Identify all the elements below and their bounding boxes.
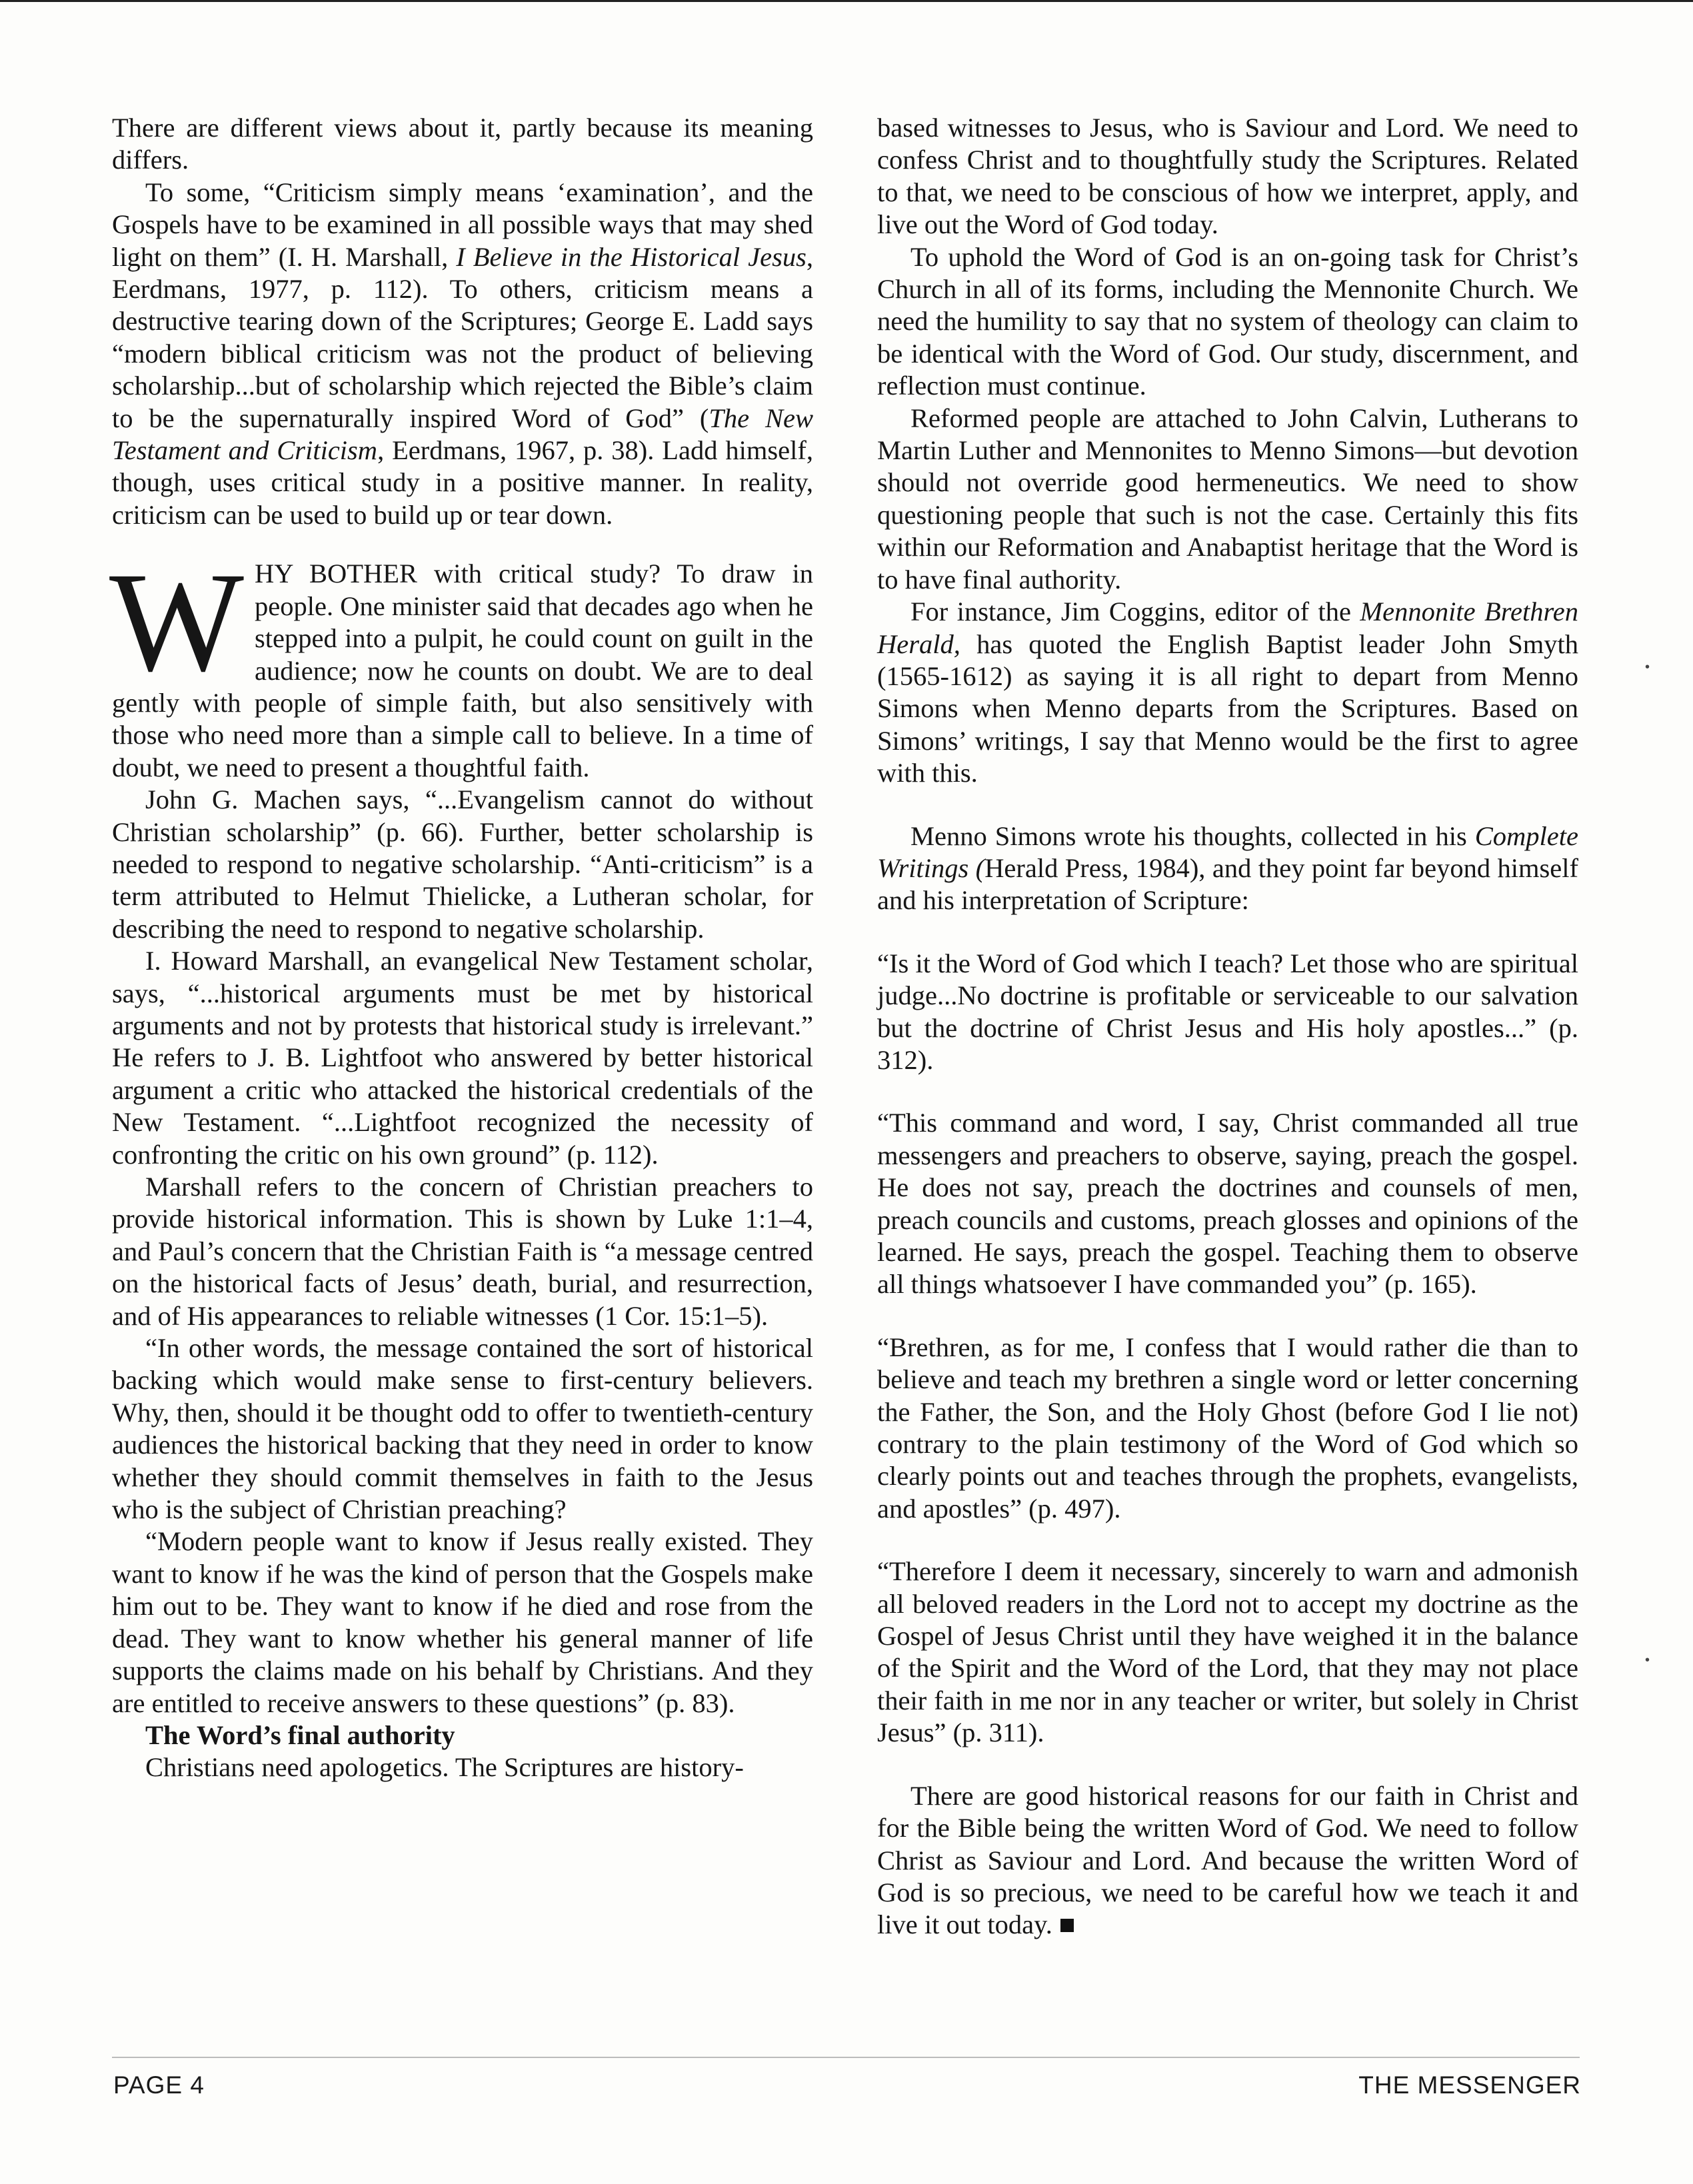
quote: “This command and word, I say, Christ commanded all true messengers and preachers to observe, saying, preach the gospel. He does not say, preach the doctrines and counsels of men, preach councils and customs, preach glosses and opinions of the learned. He says, preach the gospel. Teaching them to observe all things whatsoever I have commanded you” (p. 165). — [877, 1108, 1578, 1300]
book-title: The New Testament and Criticism — [112, 403, 813, 466]
paragraph: To uphold the Word of God is an on-going task for Christ’s Church in all of its forms, including the Mennonite Church. We need the humility to say that no system of theology can claim to be identical with the Word of God. Our study, discernment, and reflection must continue. — [877, 241, 1578, 401]
paragraph: “In other words, the message contained the sort of historical backing which would make sense to first-century believers. Why, then, should it be thought odd to offer to twentieth-century audiences the historical backing that they need in order to know whether they should commit themselves in faith to the Jesus who is the subject of Christian preaching? — [112, 1333, 813, 1525]
right-column — [877, 112, 1578, 1941]
scan-mark-icon: • — [1645, 1653, 1650, 1667]
quote: “Therefore I deem it necessary, sincerely to warn and admonish all beloved readers in the Lord not to accept my doctrine as the Gospel of Jesus Christ until they have weighed it in the balance of the Spirit and the Word of the Lord, that they may not place their faith in me nor in any teacher or writer, but solely in Christ Jesus” (p. 311). — [877, 1556, 1578, 1748]
paragraph: For instance, Jim Coggins, editor of the Mennonite Brethren Herald, has quoted the English Baptist leader John Smyth (1565-1612) as saying it is all right to depart from Menno Simons when Menno departs from the Scriptures. Based on Simons’ writings, I say that Menno would be the first to agree with this. — [877, 596, 1578, 788]
publication-title: Mennonite Brethren Herald, — [877, 596, 1578, 659]
paragraph: I. Howard Marshall, an evangelical New Testament scholar, says, “...historical arguments must be met by historical arguments and not by protests that historical study is irrelevant.” He refers to J. B. Lightfoot who answered by better historical argument a critic who attacked the historical credentials of the New Testament. “...Lightfoot recognized the necessity of confronting the critic on his own ground” (p. 112). — [112, 946, 813, 1170]
drop-cap: W — [109, 543, 244, 702]
paragraph: Christians need apologetics. The Scriptures are history- — [145, 1752, 744, 1783]
page-number: PAGE 4 — [113, 2071, 205, 2099]
section-heading: The Word’s final authority — [145, 1719, 455, 1750]
paragraph: There are different views about it, partly because its meaning differs. — [112, 113, 813, 175]
paragraph: Menno Simons wrote his thoughts, collected in his Complete Writings (Herald Press, 1984), and they point far beyond himself and his interpretation of Scripture: — [877, 820, 1578, 916]
quote: “Brethren, as for me, I confess that I would rather die than to believe and teach my brethren a single word or letter concerning the Father, the Son, and the Holy Ghost (before God I lie not) contrary to the plain testimony of the Word of God which so clearly points out and teaches through the prophets, evangelists, and apostles” (p. 497). — [877, 1332, 1578, 1524]
quote: “Is it the Word of God which I teach? Let those who are spiritual judge...No doctrine is profitable or serviceable to our salvation but the doctrine of Christ Jesus and His holy apostles...” (p. 312). — [877, 948, 1578, 1075]
paragraph: Reformed people are attached to John Calvin, Lutherans to Martin Luther and Mennonites to Menno Simons—but devotion should not override good hermeneutics. We need to show questioning people that such is not the case. Certainly this fits within our Reformation and Anabaptist heritage that the Word is to have final authority. — [877, 403, 1578, 594]
paragraph: based witnesses to Jesus, who is Saviour and Lord. We need to confess Christ and to thoughtfully study the Scriptures. Related to that, we need to be conscious of how we interpret, apply, and live out the Word of God today. — [877, 113, 1578, 240]
paragraph: “Modern people want to know if Jesus really existed. They want to know if he was the kind of person that the Gospels make him out to be. They want to know if he died and rose from the dead. They want to know whether his general manner of life supports the claims made on his behalf by Christians. And they are entitled to receive answers to these questions” (p. 83). — [112, 1526, 813, 1718]
publication-name: THE MESSENGER — [1358, 2071, 1581, 2099]
scan-mark-icon: • — [1645, 660, 1650, 674]
dropcap-paragraph: WHY BOTHER with critical study? To draw in people. One minister said that decades ago when he stepped into a pulpit, he could count on guilt in the audience; now he counts on doubt. We are to deal gently with people of simple faith, but also sensitively with those who need more than a simple call to believe. In a time of doubt, we need to present a thoughtful faith. — [109, 543, 813, 782]
end-mark-icon — [1060, 1919, 1074, 1932]
footer-rule — [112, 2057, 1580, 2058]
paragraph: Marshall refers to the concern of Christian preachers to provide historical information. This is shown by Luke 1:1–4, and Paul’s concern that the Christian Faith is “a message centred on the historical facts of Jesus’ death, burial, and resurrection, and of His appearances to reliable witnesses (1 Cor. 15:1–5). — [112, 1172, 813, 1331]
book-title: Complete Writings ( — [877, 820, 1578, 883]
left-column — [109, 112, 813, 1784]
paragraph: John G. Machen says, “...Evangelism cannot do without Christian scholarship” (p. 66). Further, better scholarship is needed to respond to negative scholarship. “Anti-criticism” is a term attributed to Helmut Thielicke, a Lutheran scholar, for describing the need to respond to negative scholarship. — [112, 784, 813, 944]
book-title: I Believe in the Historical Jesus — [456, 241, 807, 272]
paragraph: To some, “Criticism simply means ‘examination’, and the Gospels have to be examined in all possible ways that may shed light on them” (I. H. Marshall, I Believe in the Historical Jesus, Eerdmans, 1977, p. 112). To others, criticism means a destructive tearing down of the Scriptures; George E. Ladd says “modern biblical criticism was not the product of believing scholarship...but of scholarship which rejected the Bible’s claim to be the supernaturally inspired Word of God” (The New Testament and Criticism, Eerdmans, 1967, p. 38). Ladd himself, though, uses critical study in a positive manner. In reality, criticism can be used to build up or tear down. — [112, 177, 813, 530]
top-border — [0, 0, 1693, 2]
closing-paragraph: There are good historical reasons for our faith in Christ and for the Bible being the written Word of God. We need to follow Christ as Saviour and Lord. And because the written Word of God is so precious, we need to be careful how we teach it and live it out today. — [877, 1780, 1578, 1940]
